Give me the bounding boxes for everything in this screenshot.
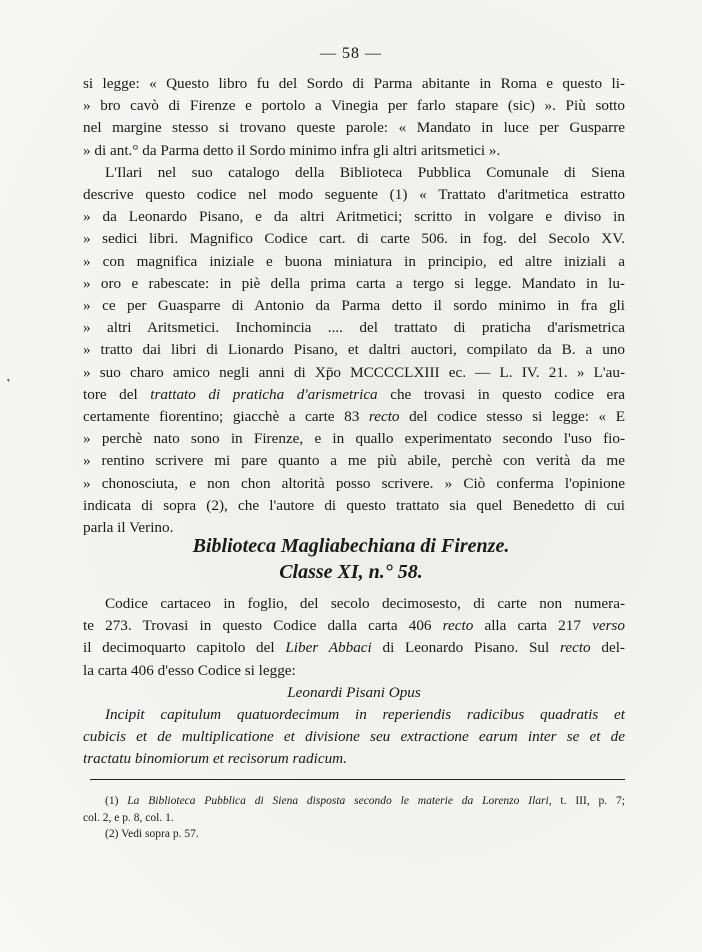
main-text [83, 73, 625, 539]
text-line: » suo charo amico negli anni di Xp̄o MCCCCLXIII ec. — L. IV. 21. » L'au- [83, 363, 625, 381]
italic-title: Liber Abbaci [285, 639, 372, 657]
footnote-marker: (1) [105, 795, 128, 807]
text-line: » ce per Guasparre di Antonio da Parma detto il sordo minimo in fra gli [83, 297, 625, 315]
quote-line: tractatu binomiorum et recisorum radicum. [83, 750, 347, 768]
text-line [83, 637, 625, 659]
text-line: la carta 406 d'esso Codice si legge: [83, 661, 296, 679]
footnote-2: (2) Vedi sopra p. 57. [105, 828, 199, 840]
stray-ink-mark: ‚ [0, 369, 12, 384]
text-segment: il decimoquarto capitolo del [83, 639, 286, 657]
text-line [83, 615, 625, 637]
section-subheading: Classe XI, n.° 58. [279, 561, 423, 583]
text-line: » sedici libri. Magnifico Codice cart. di carte 506. in fog. del Secolo XV. [83, 230, 625, 248]
text-segment: di Leonardo Pisano. Sul [371, 639, 560, 657]
text-line: » bro cavò di Firenze e portolo a Vinegia per farlo stapare (sic) ». Più sotto [83, 97, 625, 115]
text-line: nel margine stesso si trovano queste parole: « Mandato in luce per Gusparre [83, 119, 625, 137]
text-segment: te 273. Trovasi in questo Codice dalla carta 406 [83, 617, 443, 635]
text-line: » con magnifica iniziale e buona miniatura in principio, ed altre iniziali a [83, 252, 625, 270]
quote-line: cubicis et de multiplicatione et divisione seu extractione earum inter se et de [83, 728, 625, 746]
italic-term: recto [442, 617, 474, 635]
text-line: » da Leonardo Pisano, e da altri Aritmetici; scritto in volgare e diviso in [83, 208, 625, 226]
page-number: — 58 — [320, 45, 382, 62]
italic-term: recto [368, 408, 400, 426]
text-segment: che trovasi in questo codice era [377, 385, 626, 403]
italic-title: trattato di praticha d'arismetrica [150, 385, 378, 403]
text-line: si legge: « Questo libro fu del Sordo di Parma abitante in Roma e questo li- [83, 75, 625, 92]
text-segment: del codice stesso si legge: « E [399, 408, 625, 426]
text-line: » rentino scrivere mi pare quanto a me più abile, perchè con verità da me [83, 452, 625, 470]
section-text [83, 593, 625, 771]
text-segment: certamente fiorentino; giacchè a carte 83 [83, 408, 369, 426]
text-line: » tratto dai libri di Lionardo Pisano, et daltri auctori, compilato da B. a uno [83, 341, 625, 359]
text-line: » di ant.° da Parma detto il Sordo minimo infra gli altri aritsmetici ». [83, 141, 501, 159]
quote-title: Leonardi Pisani Opus [287, 683, 421, 701]
text-line: indicata di sopra (2), che l'autore di questo trattato sia quel Benedetto di cui [83, 496, 625, 514]
footnote-1 [83, 793, 625, 810]
footnote-rule [90, 779, 625, 780]
footnotes [83, 793, 625, 843]
footnote-1-cont: col. 2, e p. 8, col. 1. [83, 811, 174, 824]
text-segment: tore del [83, 385, 151, 403]
italic-term: recto [559, 639, 591, 657]
text-segment: t. III, p. 7; [551, 795, 625, 807]
text-segment: alla carta 217 [473, 617, 593, 635]
text-line: L'Ilari nel suo catalogo della Biblioteca Pubblica Comunale di Siena [105, 163, 625, 181]
text-line [83, 406, 625, 428]
section-heading: Biblioteca Magliabechiana di Firenze. [192, 535, 510, 557]
text-line: descrive questo codice nel modo seguente (1) « Trattato d'aritmetica estratto [83, 186, 625, 204]
text-line [83, 384, 625, 406]
text-segment: del- [590, 639, 625, 657]
footnote-citation: La Biblioteca Pubblica di Siena disposta secondo le materie da Lorenzo Ilari, [127, 795, 552, 807]
text-line: » altri Aritsmetici. Inchomincia .... del trattato di praticha d'arismetrica [83, 319, 625, 337]
italic-term: verso [592, 617, 625, 635]
text-line: Codice cartaceo in foglio, del secolo decimosesto, di carte non numera- [105, 595, 625, 612]
text-line: parla il Verino. [83, 519, 174, 537]
quote-line: Incipit capitulum quatuordecimum in reperiendis radicibus quadratis et [105, 706, 625, 724]
text-line: » oro e rabescate: in piè della prima carta a tergo si legge. Mandato in lu- [83, 274, 625, 292]
text-line: » perchè nato sono in Firenze, e in quallo experimentato secondo l'uso fio- [83, 430, 625, 448]
text-line: » chonosciuta, e non chon altorità posso scrivere. » Ciò conferma l'opinione [83, 474, 625, 492]
